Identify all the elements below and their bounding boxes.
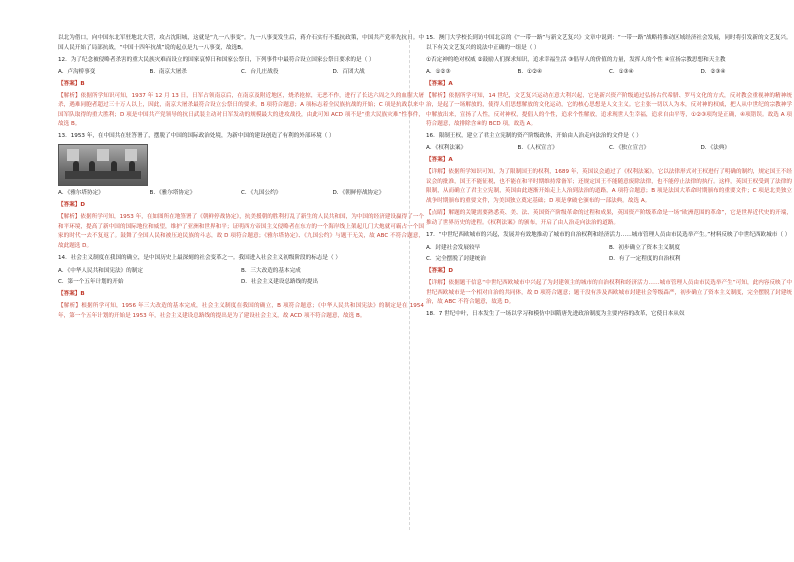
question-18-stem: 18．7 世纪中叶，日本发生了一场以学习和模仿中国隋唐先进政治制度为主要内容的改革，它使日本从奴: [426, 311, 685, 318]
question-16-options: [426, 144, 792, 154]
photo-window: [97, 149, 109, 161]
question-16-stem: 16．限制王权，建立了君主立宪制的资产阶级政体，开始由人治走向法治的文件是（ ）: [426, 133, 642, 140]
question-13-stem: 13．1953 年，在中国共在驻答署了，摆脱了中国的国际政治处境，为新中国的建设创造了有利的外部环境（ ）: [58, 133, 335, 140]
question-15-answer: 【答案】A: [426, 80, 453, 87]
question-15-statements: ①否定神的绝对权威 ②鼓励人们探求知识，追求幸福生活 ③倡导人的价值的力量，发挥人的个性 ④宣扬宗教思想和天主教: [426, 56, 726, 63]
option-a: A．封建社会发展较早: [426, 244, 481, 251]
question-15-options: [426, 68, 792, 78]
option-d: D．《法典》: [700, 145, 730, 152]
option-d: D．社会主义建设总路线的提出: [241, 279, 319, 285]
question-12-stem: 12．为了纪念被侵略者杀害的重大民族灾难而设立的国家哀悼日和国家公祭日，下列事件中最符合设立国家公祭日要求的是（ ）: [58, 56, 375, 63]
option-d: D．②③④: [700, 68, 726, 75]
question-12-answer: 【答案】B: [58, 80, 85, 87]
option-a: A．卢沟桥事变: [58, 68, 96, 75]
option-a: A．《中华人民共和国宪法》的制定: [58, 268, 143, 274]
question-14-explanation: 【解析】根据所学可知，1956 年三大改造的基本完成，社会主义制度在我国的确立，B 项符合题意；《中华人民共和国宪法》的制定是在 1954 年，第一个五年计划的开始是 1953 年，社会主义建设总路线的提出是为了建设社会主义，故 ACD 项不符合题意，故选 B。: [58, 303, 424, 319]
option-b: B．《雅尔塔协定》: [149, 190, 196, 197]
option-c: C．《九国公约》: [241, 190, 282, 197]
question-16-explanation: 【详解】依据所学知识可知，为了限制国王的权利，1689 年，英国议会通过了《权利法案》，它以法律形式对王权进行了明确的制约，规定国王不经议会的批准，国王不能征税，也不能在和平时期维持常备军；还规定国王不能随意废除法律，也不能停止法律的执行。这样，英国王权受到了法律的限制，从而确立了君主立宪制，英国由此逐渐开始走上人治到法治的道路，A 项符合题意；B 项是法国大革命时期颁布的重要文件；C 项是北美独立战争时期颁布的重要文件，为美国独立奠定基础；D 项是拿破仑颁布的一部法典。故选 A。: [426, 169, 792, 205]
intro-paragraph: 以北为借口，向中国东北军驻地北大营，攻占沈阳城，这就是“九一八事变”。九一八事变发生后，蒋介石实行不抵抗政策，中国共产党率先抗日。中国人民开始了局部抗战，“中国十四年抗战”说的起点是九一八事变，故选B。: [58, 35, 424, 51]
option-c: C．《独立宣言》: [609, 145, 650, 152]
photo-figure: [129, 161, 135, 171]
option-b: B．初步确立了资本主义制度: [609, 244, 680, 251]
photo-window: [67, 149, 79, 161]
question-14-options: [58, 266, 424, 288]
historical-photo: [58, 144, 148, 186]
option-b: B．三大改造的基本完成: [241, 268, 301, 274]
option-c: C．完全摆脱了封建统治: [426, 255, 486, 262]
option-c: C．第一个五年计划的开始: [58, 279, 124, 285]
option-b: B．《人权宣言》: [517, 145, 558, 152]
question-15-explanation: 【解析】依据所学可知，14 世纪，文艺复兴运动在意大利兴起，它是新兴资产阶级通过弘扬古代希腊、罗马文化的方式，反对教会重视神的精神统治，是起了一场解放的，使得人们思想解放的文化运动，它的核心思想是人文主义。它主张一切以人为本，反对神的权威，把人从中世纪的宗教神学中解放出来，宣扬了人性，反对神权，提倡人的个性，追求个性解放，追求现世人生幸福，追求自由平等，①②③项均是正确，④项错误。故选 A 项符合题意，故排除含④的 BCD 项，故选 A。: [426, 92, 792, 128]
question-12-options: [58, 68, 424, 78]
question-16-note: 【点睛】解题的关键需要熟悉英、美、法、英国资产阶级革命的过程和成果，英国资产阶级革命是一场“欧洲范围的革命”，它是世界近代史的开端，推动了世界历史的进程。《权利法案》的颁布，开启了由人治走向法治的道路。: [426, 210, 792, 226]
left-column: [58, 34, 424, 324]
photo-figure: [89, 161, 95, 171]
photo-figure: [73, 161, 79, 171]
option-a: A．《权利法案》: [426, 145, 467, 152]
option-a: A．《雅尔塔协定》: [58, 190, 104, 197]
photo-window: [125, 149, 137, 161]
question-14-stem: 14．社会主义制度在我国的确立，是中国历史上最深刻的社会变革之一。我国进入社会主义初级阶段的标志是（ ）: [58, 255, 341, 262]
question-13-options: [58, 189, 424, 199]
question-12-explanation: 【解析】依据所学知识可知，1937 年 12 月 13 日，日军占领南京后，在南京及附近地区，烧杀抢掠，无恶不作，进行了长达六周之久的血腥大屠杀，遇难同胞者超过三十万人以上，因此，南京大屠杀最符合设立公祭日的要求，B 项符合题意；A 项标志着全民族抗战的开始；C 项是抗战以来中国军队取得的重大胜利；D 项是中国共产党领导的抗日武装主动对日军发动的规模最大的进攻战役，由此可知 ACD 项不是“重大民族灾难”性事件，故选 B。: [58, 92, 424, 128]
question-17-options: [426, 243, 792, 265]
right-column: [426, 34, 792, 322]
question-14-answer: 【答案】B: [58, 291, 85, 298]
question-13-answer: 【答案】D: [58, 202, 86, 209]
option-d: D．百团大战: [332, 68, 365, 75]
option-c: C．台儿庄战役: [241, 68, 279, 75]
photo-table: [65, 171, 141, 179]
photo-figure: [111, 161, 117, 171]
option-b: B．南京大屠杀: [149, 68, 187, 75]
option-d: D．有了一定程度的自治权利: [609, 255, 681, 262]
question-13-explanation: 【解析】依据所学可知，1953 年，在如图所在地签署了《朝鲜停战协定》，抗美援朝的胜利打乱了新生的人民共和国，为中国的经济建设赢得了一个和平环境，提高了新中国的国际地位和威望，维护了亚洲和世界和平；证明西方帝国主义侵略者在东方的一个海岸线上架起几门大炮就可霸占一个国家的时代一去不复返了。鼓舞了全国人民和被压迫民族的斗志，故 D 项符合题意；《雅尔塔协定》、《九国公约》与题干无关，故 ABC 不符合题意，故此题选 D。: [58, 214, 424, 250]
option-a: A．①②③: [426, 68, 451, 75]
question-15-stem: 15．澳门大学校长到访中国北京的《“一带一路”与新文艺复兴》文章中说到：“一带一路”战略将推动区域经济社会发展，同时将引发新的文艺复兴。以下有关文艺复兴的说法中正确的一组是（ ）: [426, 35, 792, 51]
question-17-stem: 17．“中世纪西欧城市的兴起，发展并有效地推动了城市的自治权利和经济活力……城市管理人员由市民选举产生。”材料反映了中世纪西欧城市（ ）: [426, 231, 791, 238]
question-17-answer: 【答案】D: [426, 267, 454, 274]
option-b: B．①②④: [517, 68, 542, 75]
option-d: D．《朝鲜停战协定》: [332, 190, 385, 197]
question-17-explanation: 【详解】依据题干信息“中世纪西欧城市中兴起了为封建领主的城市的自治权利和经济活力……城市管理人员由市民选举产生”可知，此内容反映了中世纪西欧城市是一个相对自治的共同体，故 D 项符合题意；题干没有涉及西欧城市封建社会等级森严，初步确立了资本主义制度，完全摆脱了封建统治，故 ABC 不符合题意，故选 D。: [426, 279, 792, 306]
option-c: C．①③④: [609, 68, 634, 75]
question-16-answer: 【答案】A: [426, 157, 453, 164]
